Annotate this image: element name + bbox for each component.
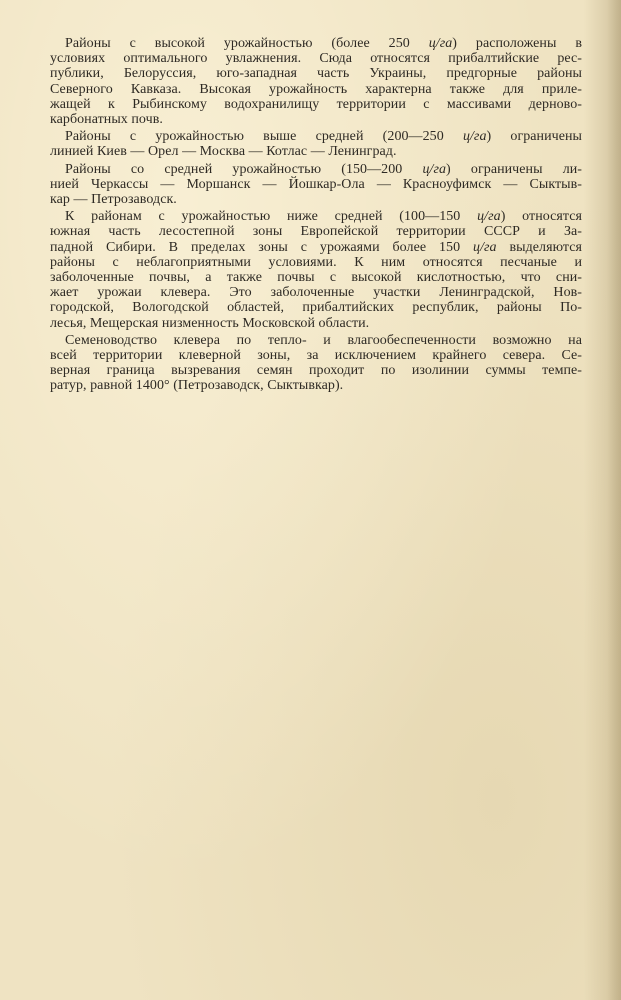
text-line: К районам с урожайностью ниже средней (100—150 ц/га) относятся — [65, 209, 582, 225]
text-line: Семеноводство клевера по тепло- и влагообеспеченности возможно на — [65, 332, 582, 348]
text-line: падной Сибири. В пределах зоны с урожаями более 150 ц/га выделяются — [50, 239, 582, 255]
unit-label: ц/га — [428, 36, 453, 51]
text-line: карбонатных почв. — [50, 112, 163, 128]
unit-label: ц/га — [477, 209, 501, 225]
paragraph-above-average — [50, 129, 582, 159]
paragraph-below-average — [50, 209, 582, 331]
unit-label: ц/га — [462, 129, 487, 145]
text-line: заболоченные почвы, а также почвы с высокой кислотностью, что сни- — [50, 270, 582, 286]
text-line: городской, Вологодской областей, прибалтийских республик, районы По- — [50, 300, 582, 316]
text-line: жащей к Рыбинскому водохранилищу территории с массивами дерново- — [50, 96, 582, 112]
text-line: всей территории клеверной зоны, за исключением крайнего севера. Се- — [50, 348, 582, 364]
text-line: Районы с урожайностью выше средней (200—250 ц/га) ограничены — [65, 129, 582, 145]
unit-label: ц/га — [473, 239, 497, 255]
text-line: лесья, Мещерская низменность Московской области. — [50, 315, 370, 331]
page-text — [50, 36, 582, 976]
text-line: Районы с высокой урожайностью (более 250 ц/га) расположены в — [65, 36, 583, 51]
paragraph-average — [50, 162, 582, 208]
text-line: верная граница вызревания семян проходит по изолинии суммы темпе- — [50, 363, 582, 379]
page-edge-shadow — [607, 0, 621, 1000]
text-line: кар — Петрозаводск. — [50, 192, 177, 208]
text-line: Районы со средней урожайностью (150—200 ц/га) ограничены ли- — [65, 161, 582, 177]
text-line: нией Черкассы — Моршанск — Йошкар-Ола — Красноуфимск — Сыктыв- — [50, 176, 582, 192]
unit-label: ц/га — [422, 161, 447, 177]
paragraph-seed-production — [50, 333, 582, 394]
text-line: районы с неблагоприятными условиями. К ним относятся песчаные и — [50, 254, 582, 270]
text-line: публики, Белоруссия, юго-западная часть Украины, предгорные районы — [50, 66, 582, 82]
text-line: ратур, равной 1400° (Петрозаводск, Сыктывкар). — [50, 378, 344, 394]
text-line: южная часть лесостепной зоны Европейской территории СССР и За- — [50, 224, 582, 240]
text-line: жает урожаи клевера. Это заболоченные участки Ленинградской, Нов- — [50, 285, 582, 301]
text-line: условиях оптимального увлажнения. Сюда относятся прибалтийские рес- — [50, 51, 582, 67]
text-line: Северного Кавказа. Высокая урожайность характерна также для приле- — [50, 81, 582, 97]
paragraph-high-yield — [50, 36, 582, 127]
text-line: линией Киев — Орел — Москва — Котлас — Ленинград. — [50, 144, 397, 160]
